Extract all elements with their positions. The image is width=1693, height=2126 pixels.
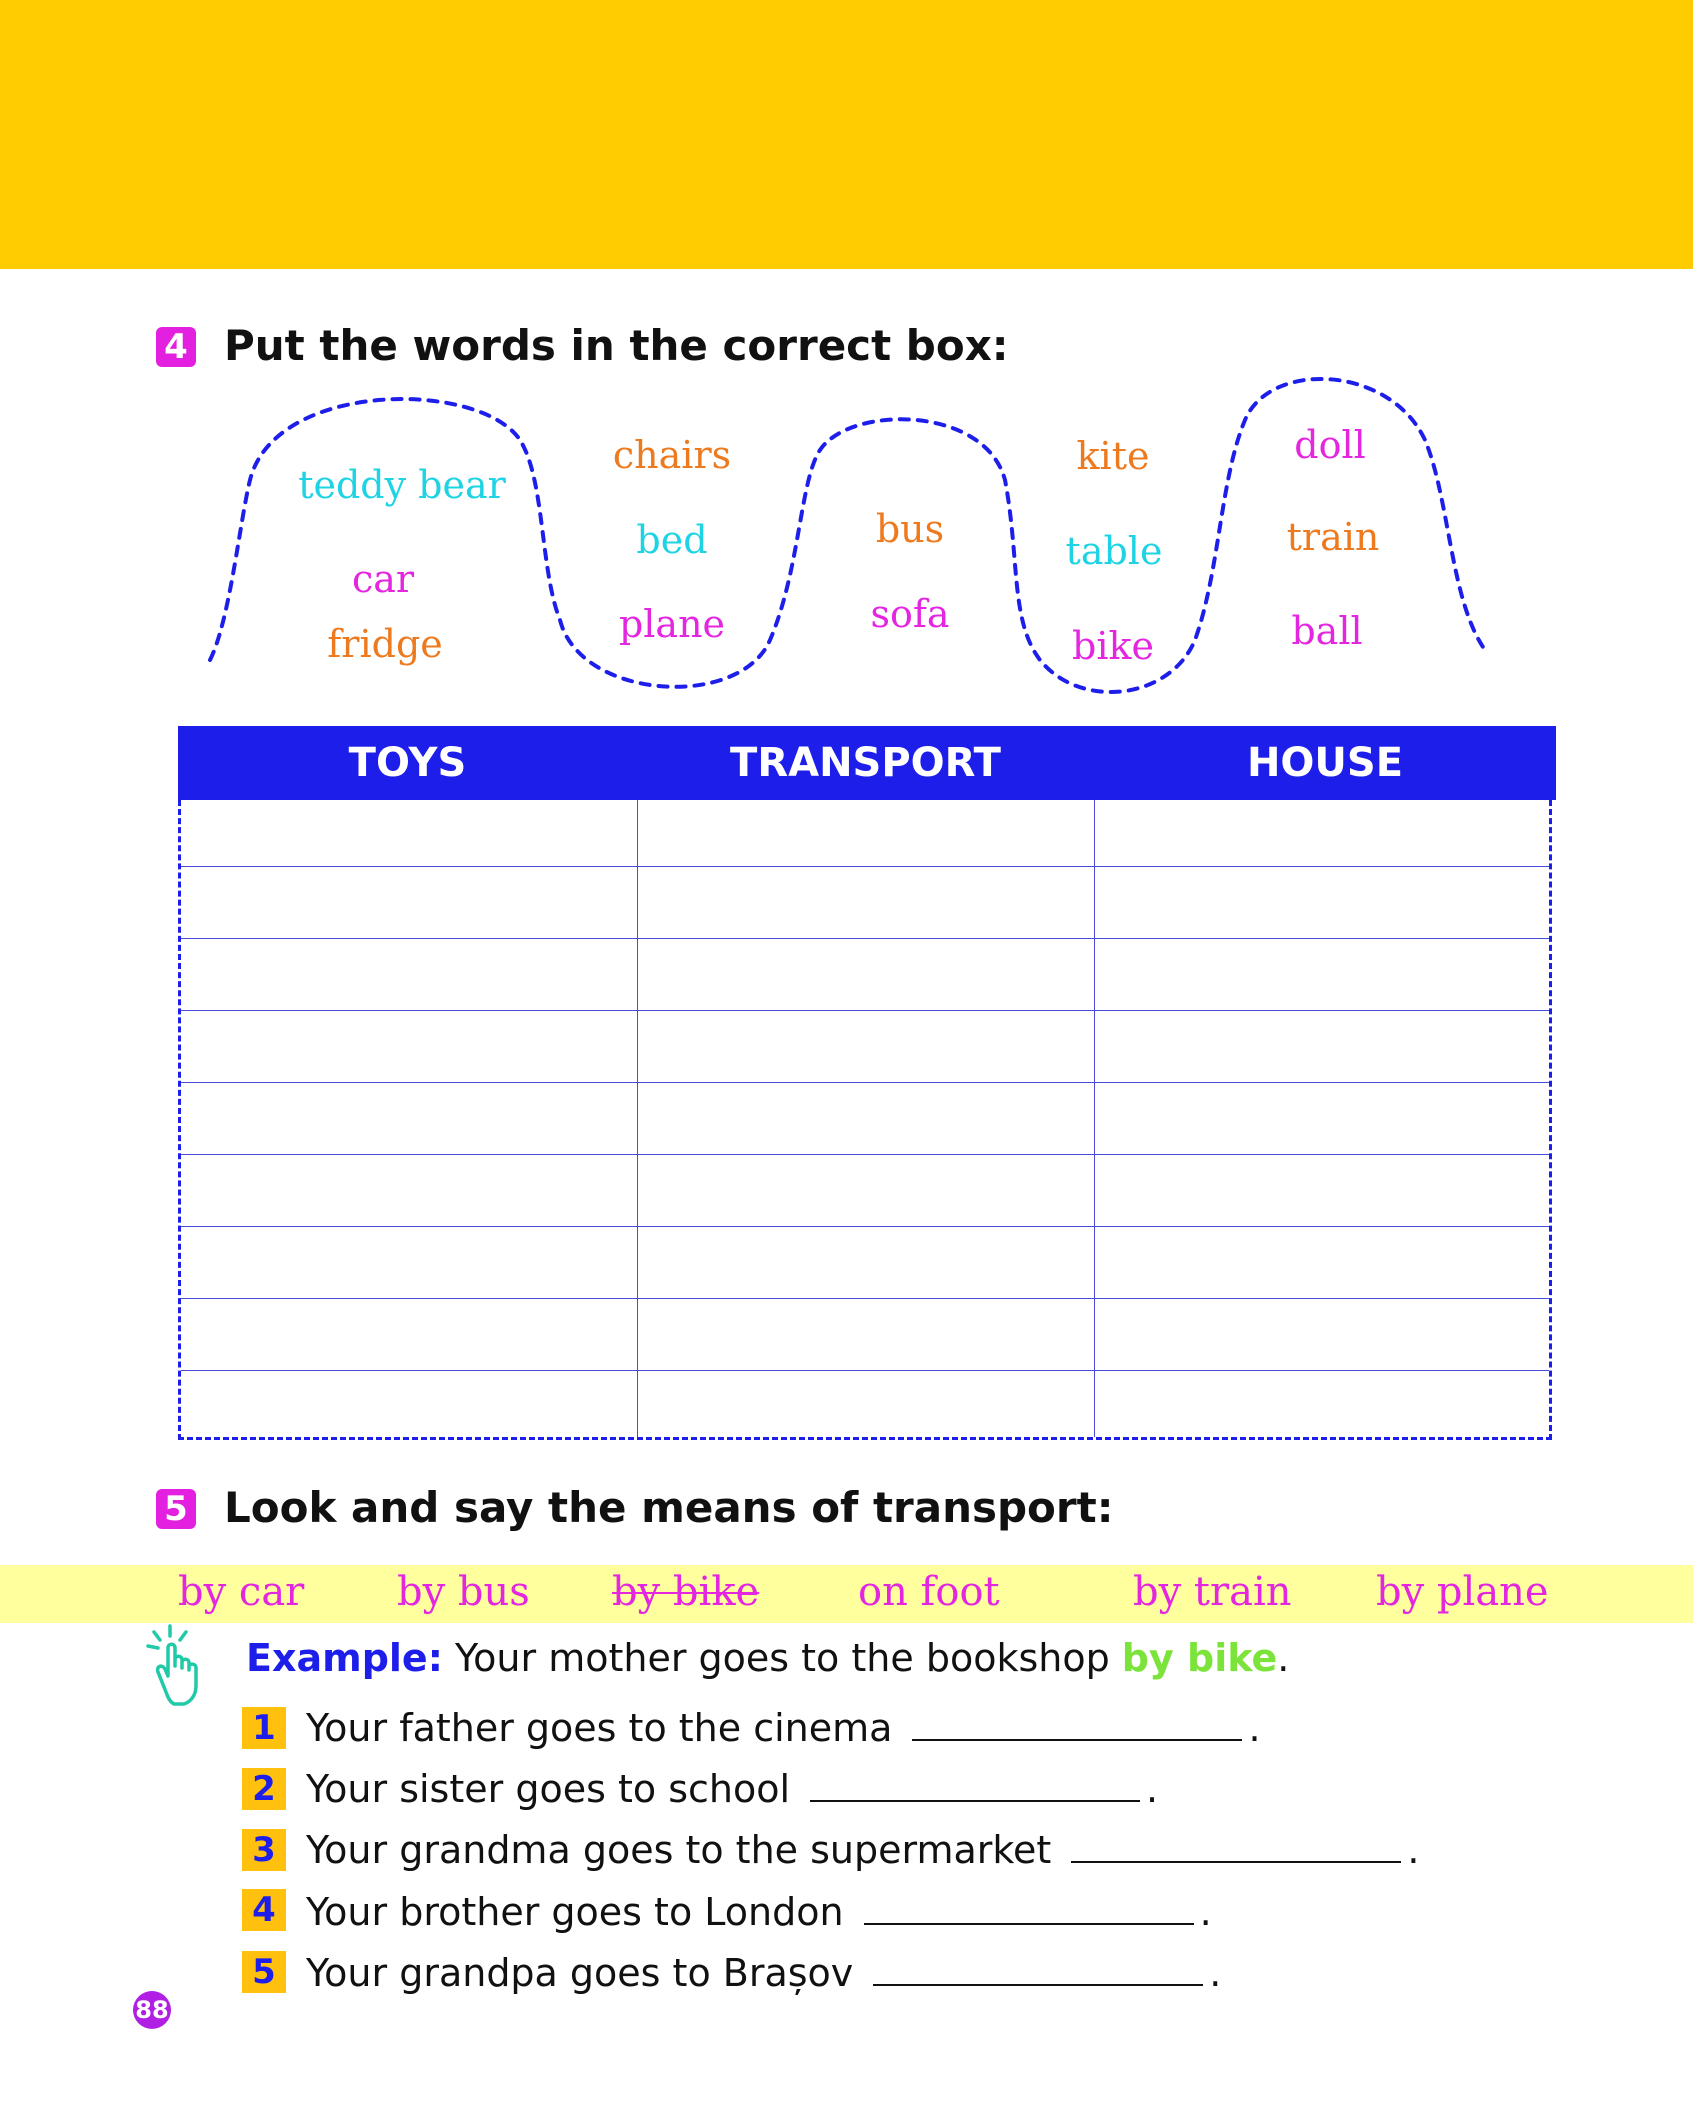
word-chairs[interactable]: chairs [612,433,732,477]
word-ball[interactable]: ball [1291,609,1363,653]
option-on-foot[interactable]: on foot [858,1569,1000,1615]
option-by-train[interactable]: by train [1133,1569,1292,1615]
question-1-period: . [1248,1706,1261,1750]
question-5-text: Your grandpa goes to Brașov [306,1951,854,1995]
question-1-text: Your father goes to the cinema [306,1706,893,1750]
option-by-car[interactable]: by car [178,1569,305,1615]
example-period: . [1277,1636,1290,1680]
example-text: Your mother goes to the bookshop [455,1636,1110,1680]
question-4-blank[interactable] [864,1893,1194,1925]
exercise-5-title: Look and say the means of transport: [224,1483,1114,1532]
header-house: HOUSE [1246,740,1404,786]
question-5-period: . [1209,1951,1222,1995]
column-divider [637,800,638,1437]
word-sofa[interactable]: sofa [870,592,950,636]
word-kite[interactable]: kite [1076,434,1150,478]
example-label: Example: [246,1636,443,1680]
example-sentence [246,1636,1289,1680]
sorting-table [178,726,1556,1442]
pointing-hand-icon [140,1622,216,1708]
row-divider [181,1370,1549,1371]
exercise-4-title: Put the words in the correct box: [224,321,1009,370]
word-teddy-bear[interactable]: teddy bear [298,463,506,507]
row-divider [181,1154,1549,1155]
question-5-blank[interactable] [873,1954,1203,1986]
question-4-period: . [1199,1890,1212,1934]
word-bike[interactable]: bike [1072,624,1154,668]
question-1 [306,1706,1261,1750]
column-divider [1094,800,1095,1437]
header-transport: TRANSPORT [730,740,1001,786]
exercise-4-badge: 4 [156,327,196,367]
question-5 [306,1951,1221,1995]
row-divider [181,1010,1549,1011]
row-divider [181,1082,1549,1083]
word-table[interactable]: table [1065,529,1163,573]
example-answer: by bike [1121,1636,1278,1680]
question-5-number: 5 [242,1951,286,1993]
page-number: 88 [133,1991,171,2029]
question-4-number: 4 [242,1889,286,1931]
question-1-blank[interactable] [912,1709,1242,1741]
question-4-text: Your brother goes to London [306,1890,844,1934]
question-2-text: Your sister goes to school [306,1767,791,1811]
word-car[interactable]: car [351,557,415,601]
row-divider [181,1226,1549,1227]
question-3-period: . [1407,1828,1420,1872]
question-1-number: 1 [242,1707,286,1749]
header-band [0,0,1693,269]
row-divider [181,938,1549,939]
word-wave-outline [0,370,1693,710]
question-3-text: Your grandma goes to the supermarket [306,1828,1052,1872]
header-toys: TOYS [348,740,467,786]
question-3 [306,1828,1419,1872]
question-2 [306,1767,1158,1811]
option-by-bus[interactable]: by bus [397,1569,530,1615]
question-2-number: 2 [242,1768,286,1810]
question-3-number: 3 [242,1829,286,1871]
question-3-blank[interactable] [1071,1831,1401,1863]
word-bus[interactable]: bus [875,507,945,551]
row-divider [181,1298,1549,1299]
question-4 [306,1890,1212,1934]
question-2-period: . [1146,1767,1159,1811]
table-body [178,800,1552,1440]
option-by-bike[interactable]: by bike [612,1569,760,1615]
word-plane[interactable]: plane [618,602,726,646]
word-fridge[interactable]: fridge [327,622,443,666]
word-bed[interactable]: bed [636,518,708,562]
table-header [178,726,1556,800]
question-2-blank[interactable] [810,1770,1140,1802]
word-doll[interactable]: doll [1294,423,1366,467]
option-by-plane[interactable]: by plane [1376,1569,1549,1615]
exercise-5-badge: 5 [156,1489,196,1529]
row-divider [181,866,1549,867]
word-train[interactable]: train [1286,515,1380,559]
